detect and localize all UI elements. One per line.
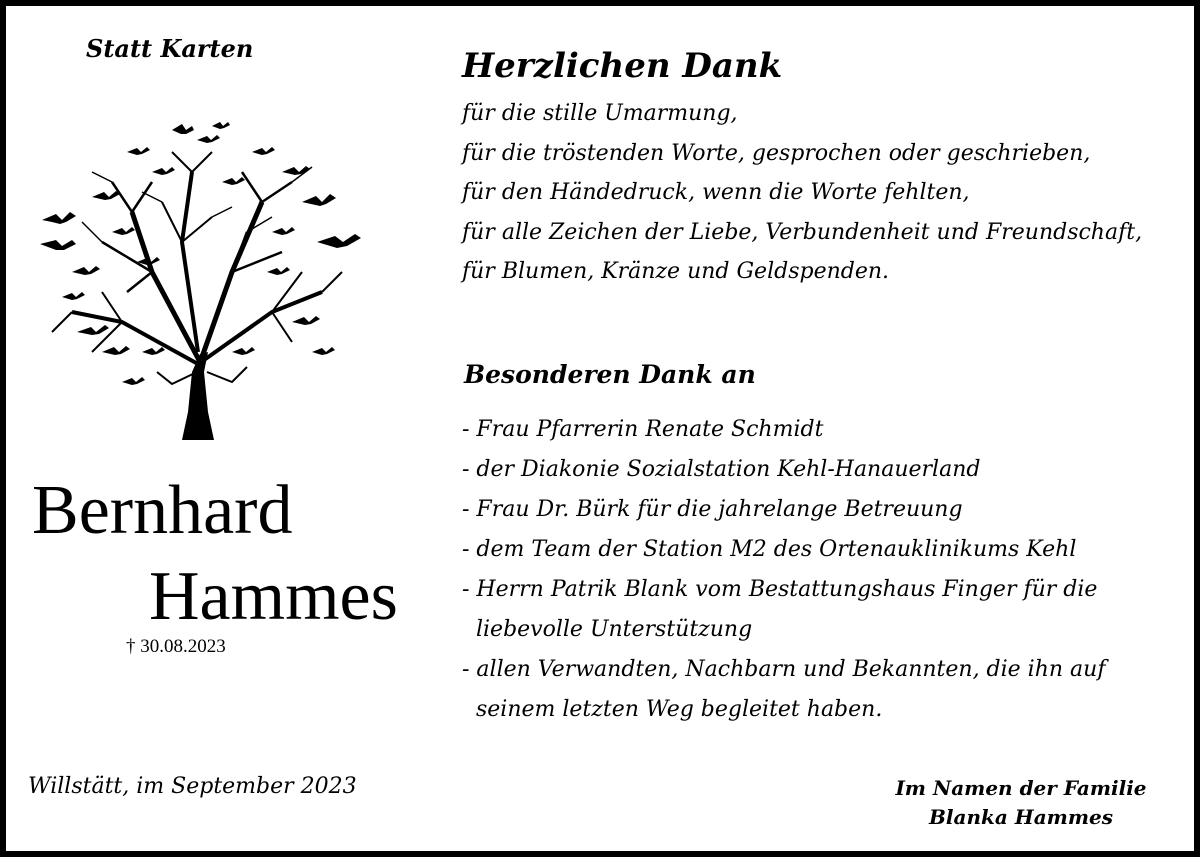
deceased-last-name: Hammes [149,558,398,635]
thanks-line: für die tröstenden Worte, gesprochen oder geschrieben, [462,140,1091,166]
family-signature [861,774,1181,832]
special-thanks-line: liebevolle Unterstützung [462,617,753,642]
thanks-list [462,94,1142,292]
thanks-line: für die stille Umarmung, [462,101,738,126]
death-date: † 30.08.2023 [126,636,226,657]
special-thanks-heading: Besonderen Dank an [464,360,756,389]
place-and-date: Willstätt, im September 2023 [28,774,357,799]
family-line-2: Blanka Hammes [929,805,1113,829]
statt-karten-label: Statt Karten [86,34,254,63]
tree-with-birds-icon [32,122,362,440]
special-thanks-line: - dem Team der Station M2 des Ortenauklinikums Kehl [462,537,1077,562]
special-thanks-line: seinem letzten Weg begleitet haben. [462,697,883,722]
family-line-1: Im Namen der Familie [895,776,1147,800]
special-thanks-list [462,410,1105,730]
thanks-heading: Herzlichen Dank [462,46,783,86]
special-thanks-line: - Frau Pfarrerin Renate Schmidt [462,417,824,442]
thanks-line: für alle Zeichen der Liebe, Verbundenheit und Freundschaft, [462,219,1143,245]
special-thanks-line: - allen Verwandten, Nachbarn und Bekannten, die ihn auf [462,657,1106,682]
thanks-line: für Blumen, Kränze und Geldspenden. [462,259,890,284]
special-thanks-line: - Frau Dr. Bürk für die jahrelange Betreuung [462,497,963,522]
thanks-line: für den Händedruck, wenn die Worte fehlten, [462,180,970,205]
special-thanks-line: - der Diakonie Sozialstation Kehl-Hanauerland [462,457,981,482]
deceased-first-name: Bernhard [32,472,293,549]
special-thanks-line: - Herrn Patrik Blank vom Bestattungshaus Finger für die [462,577,1098,602]
